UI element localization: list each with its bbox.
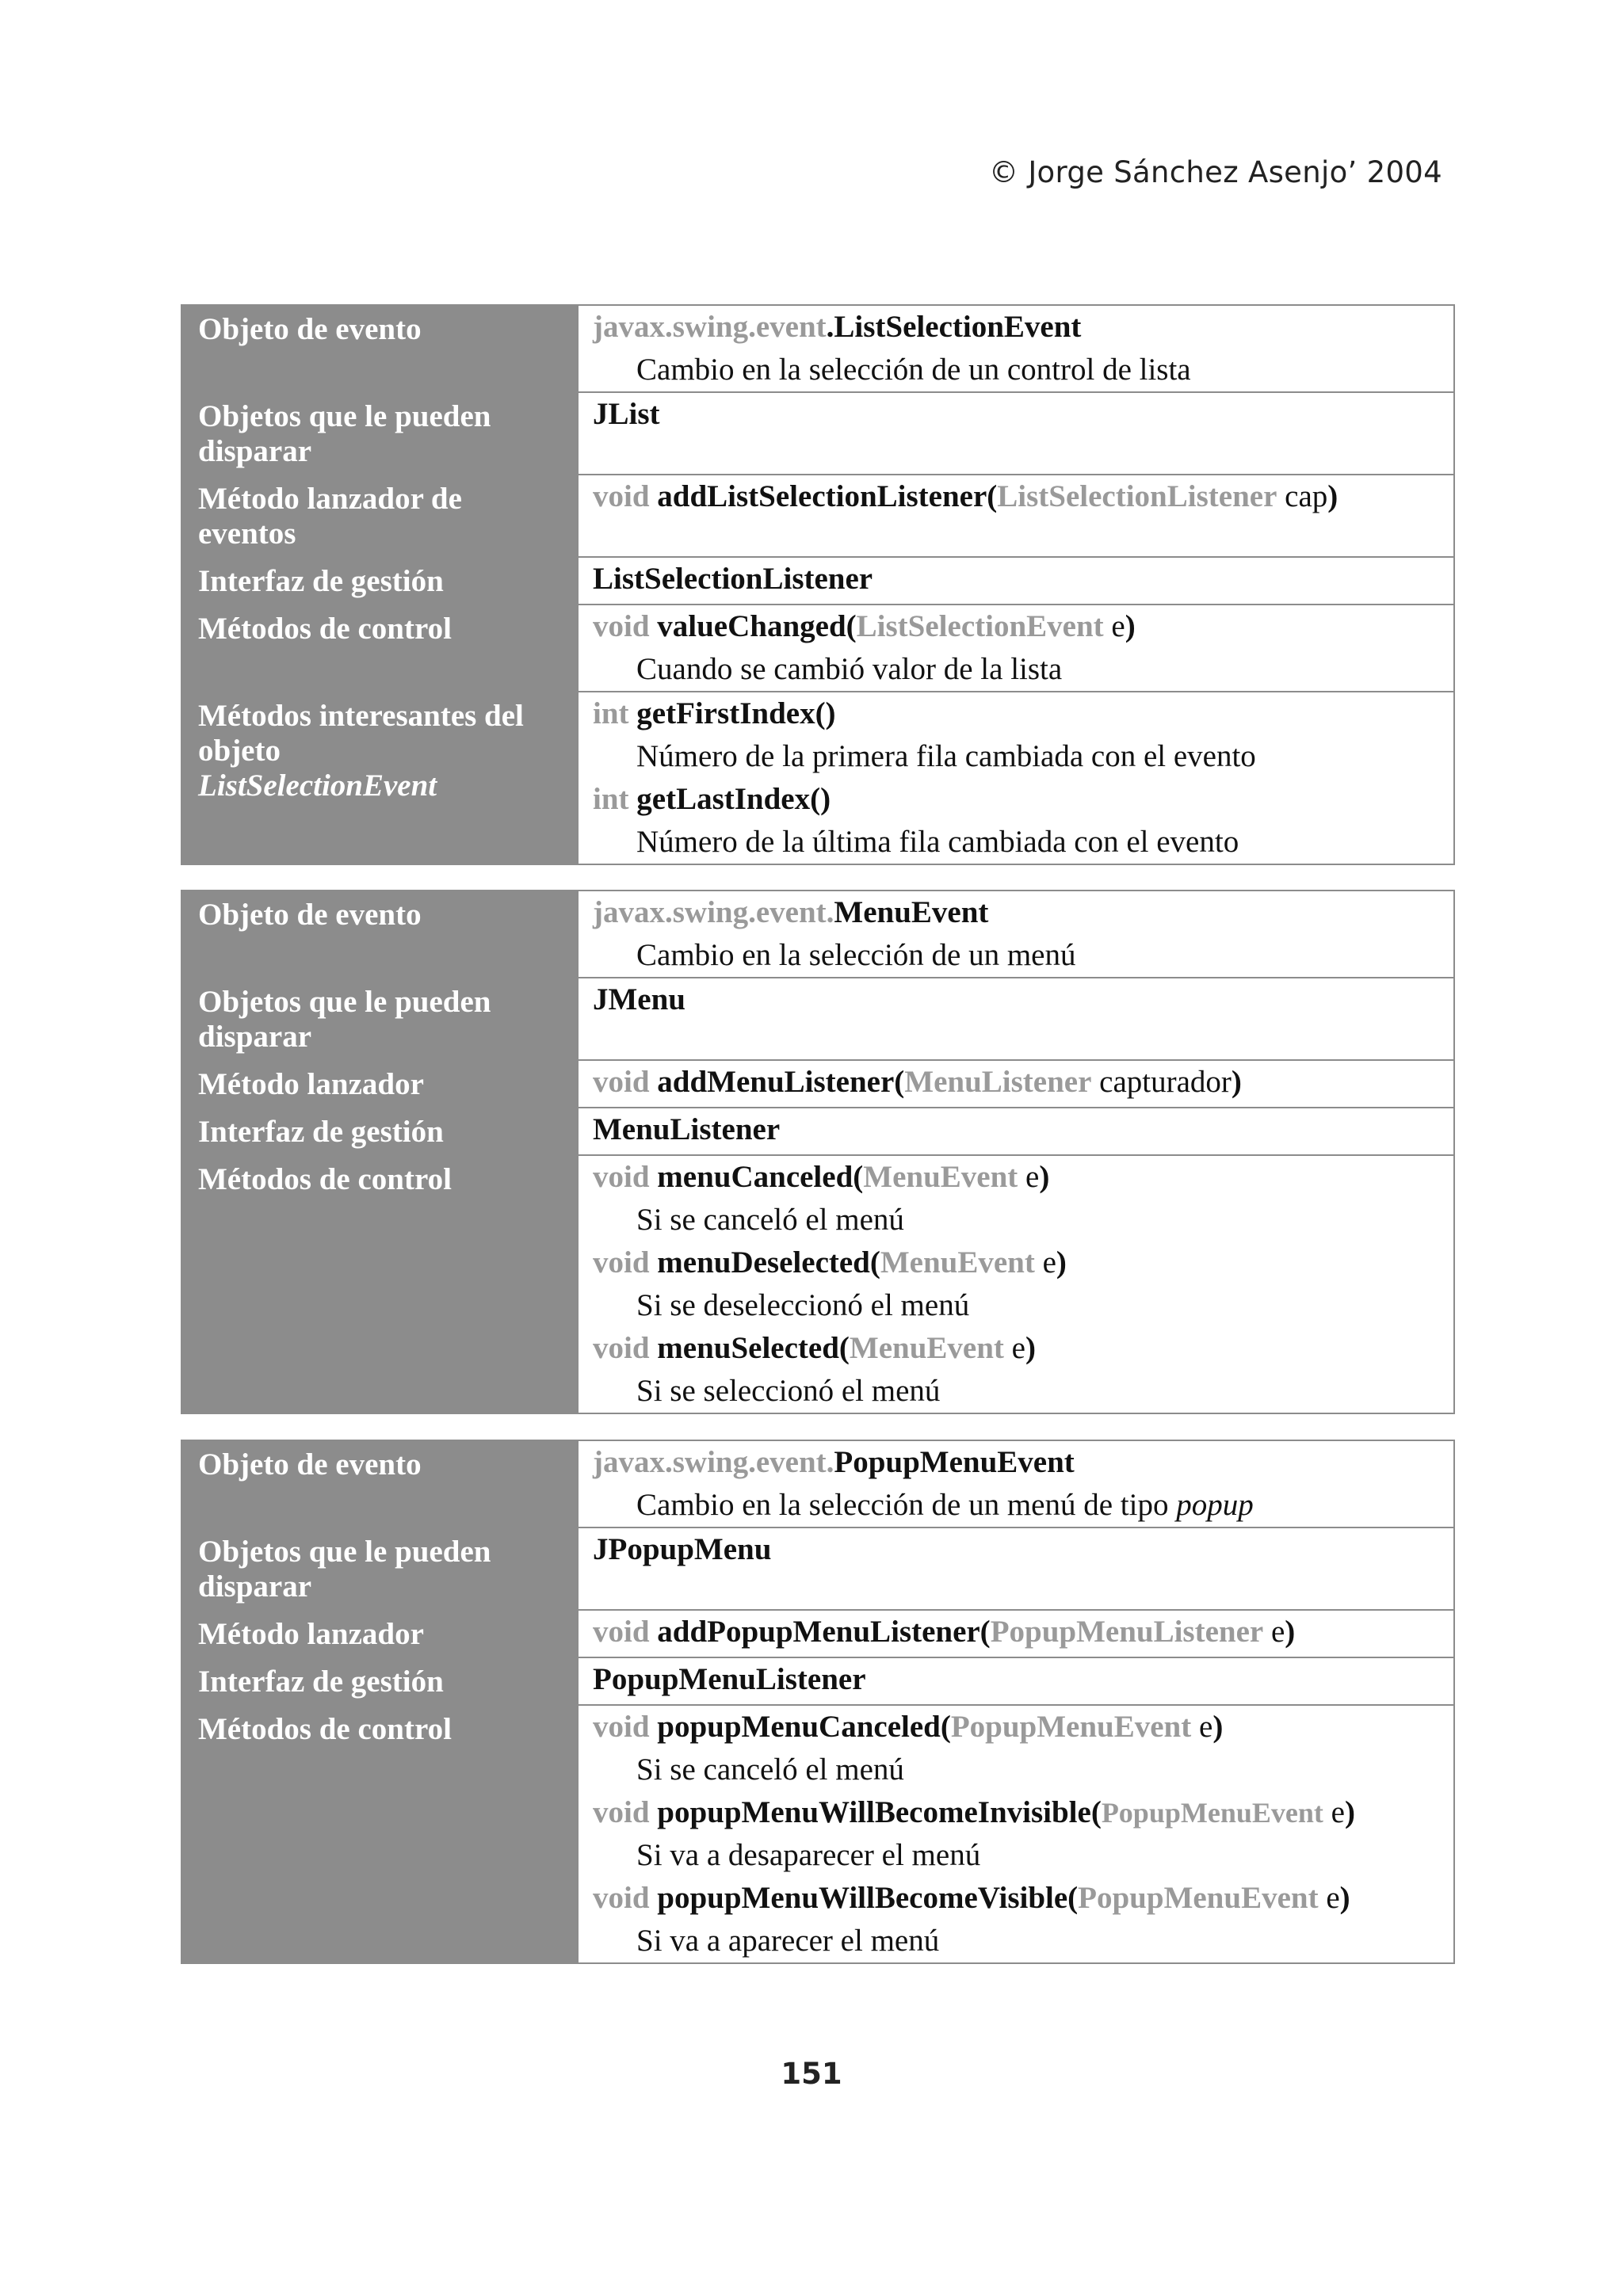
param-name: cap <box>1285 479 1328 513</box>
method-name: addListSelectionListener( <box>657 479 998 513</box>
method-description: Si se deseleccionó el menú <box>636 1288 970 1322</box>
return-type: void <box>593 1160 650 1194</box>
param-type: MenuEvent <box>849 1331 1004 1365</box>
row-label: Métodos de control <box>181 605 578 692</box>
sources-cell <box>578 1527 1454 1610</box>
row-label: Objeto de evento <box>181 1440 578 1527</box>
table-row <box>181 1610 1454 1657</box>
param-type: PopupMenuEvent <box>1078 1881 1319 1915</box>
table-row <box>181 978 1454 1060</box>
param-name: capturador <box>1099 1065 1232 1099</box>
return-type: void <box>593 1065 650 1099</box>
param-name: e <box>1331 1795 1345 1829</box>
method-name: menuSelected( <box>657 1331 850 1365</box>
row-label-object: ListSelectionEvent <box>198 769 437 803</box>
event-class-cell <box>578 305 1454 392</box>
class-name: PopupMenuEvent <box>834 1445 1075 1479</box>
page-number: 151 <box>781 2057 842 2091</box>
class-description: Cambio en la selección de un menú <box>636 938 1076 972</box>
method-description: Si se seleccionó el menú <box>636 1374 941 1408</box>
method-name: popupMenuCanceled( <box>657 1710 951 1744</box>
event-table-menu <box>181 890 1455 1414</box>
row-label: Interfaz de gestión <box>181 1108 578 1155</box>
method-close: ) <box>1285 1615 1296 1649</box>
return-type: void <box>593 1615 650 1649</box>
return-type: int <box>593 782 629 816</box>
param-type: PopupMenuEvent <box>1101 1797 1323 1829</box>
param-type: PopupMenuListener <box>990 1615 1264 1649</box>
table-row <box>181 392 1454 475</box>
method-name: popupMenuWillBecomeVisible( <box>657 1881 1079 1915</box>
row-label: Interfaz de gestión <box>181 1657 578 1705</box>
row-label: Métodos de control <box>181 1705 578 1963</box>
row-label: Objetos que le pueden disparar <box>181 392 578 475</box>
row-label: Método lanzador <box>181 1060 578 1108</box>
table-row <box>181 1060 1454 1108</box>
param-name: e <box>1111 609 1125 643</box>
method-close: ) <box>1056 1245 1067 1280</box>
table-row <box>181 1657 1454 1705</box>
return-type: int <box>593 696 629 730</box>
method-close: ) <box>1344 1795 1355 1829</box>
interface-cell <box>578 1108 1454 1155</box>
method-close: ) <box>1327 479 1338 513</box>
row-label <box>181 692 578 864</box>
class-name: .ListSelectionEvent <box>826 310 1082 344</box>
class-name: MenuEvent <box>834 895 989 929</box>
interface-name: MenuListener <box>593 1112 781 1146</box>
table-row <box>181 1155 1454 1413</box>
param-name: e <box>1011 1331 1025 1365</box>
row-label: Objetos que le pueden disparar <box>181 1527 578 1610</box>
method-description: Si se canceló el menú <box>636 1753 904 1787</box>
class-description-emphasis: popup <box>1176 1488 1254 1522</box>
sources-cell <box>578 392 1454 475</box>
method-description: Número de la última fila cambiada con el evento <box>636 825 1239 859</box>
table-row <box>181 557 1454 605</box>
return-type: void <box>593 1795 650 1829</box>
launcher-cell <box>578 475 1454 557</box>
method-close: ) <box>1125 609 1136 643</box>
class-description: Cambio en la selección de un control de lista <box>636 353 1191 387</box>
table-row <box>181 1440 1454 1527</box>
method-close: ) <box>1339 1881 1350 1915</box>
interface-name: ListSelectionListener <box>593 562 873 596</box>
method-description: Número de la primera fila cambiada con el evento <box>636 739 1256 773</box>
param-name: e <box>1326 1881 1340 1915</box>
return-type: void <box>593 609 650 643</box>
return-type: void <box>593 1245 650 1280</box>
class-description-text: Cambio en la selección de un menú de tipo <box>636 1488 1177 1522</box>
launcher-cell <box>578 1610 1454 1657</box>
method-name: addPopupMenuListener( <box>657 1615 991 1649</box>
sources-cell <box>578 978 1454 1060</box>
row-label: Método lanzador de eventos <box>181 475 578 557</box>
param-name: e <box>1042 1245 1056 1280</box>
method-name: menuCanceled( <box>657 1160 864 1194</box>
table-row <box>181 605 1454 692</box>
method-description: Si va a aparecer el menú <box>636 1924 940 1958</box>
method-name: menuDeselected( <box>657 1245 880 1280</box>
row-label-text: Métodos interesantes del objeto <box>198 699 524 768</box>
source-component: JPopupMenu <box>593 1532 772 1566</box>
method-description: Si va a desaparecer el menú <box>636 1838 981 1872</box>
control-methods-cell <box>578 1705 1454 1963</box>
event-class-cell <box>578 1440 1454 1527</box>
interface-name: PopupMenuListener <box>593 1662 866 1696</box>
source-component: JList <box>593 397 660 431</box>
control-methods-cell <box>578 605 1454 692</box>
package-name: javax.swing.event. <box>593 895 834 929</box>
event-table-list-selection <box>181 304 1455 865</box>
source-component: JMenu <box>593 982 685 1016</box>
method-name: getFirstIndex() <box>636 696 836 730</box>
return-type: void <box>593 1331 650 1365</box>
row-label: Objeto de evento <box>181 891 578 978</box>
table-row <box>181 692 1454 864</box>
table-row <box>181 1108 1454 1155</box>
return-type: void <box>593 479 650 513</box>
method-name: valueChanged( <box>657 609 857 643</box>
param-type: MenuEvent <box>863 1160 1018 1194</box>
method-close: ) <box>1231 1065 1242 1099</box>
event-table-popup-menu <box>181 1440 1455 1964</box>
param-name: e <box>1270 1615 1285 1649</box>
table-row <box>181 1527 1454 1610</box>
method-name: addMenuListener( <box>657 1065 905 1099</box>
row-label: Objeto de evento <box>181 305 578 392</box>
row-label: Método lanzador <box>181 1610 578 1657</box>
interesting-methods-cell <box>578 692 1454 864</box>
class-description <box>593 1484 1439 1527</box>
row-label: Objetos que le pueden disparar <box>181 978 578 1060</box>
param-name: e <box>1199 1710 1213 1744</box>
method-description: Cuando se cambió valor de la lista <box>636 652 1063 686</box>
return-type: void <box>593 1710 650 1744</box>
method-description: Si se canceló el menú <box>636 1203 904 1237</box>
launcher-cell <box>578 1060 1454 1108</box>
return-type: void <box>593 1881 650 1915</box>
package-name: javax.swing.event <box>593 310 827 344</box>
param-type: ListSelectionEvent <box>856 609 1104 643</box>
table-row <box>181 305 1454 392</box>
row-label: Métodos de control <box>181 1155 578 1413</box>
interface-cell <box>578 557 1454 605</box>
interface-cell <box>578 1657 1454 1705</box>
param-name: e <box>1025 1160 1040 1194</box>
method-close: ) <box>1039 1160 1050 1194</box>
method-name: popupMenuWillBecomeInvisible( <box>657 1795 1102 1829</box>
method-close: ) <box>1025 1331 1036 1365</box>
method-close: ) <box>1212 1710 1224 1744</box>
param-type: MenuListener <box>904 1065 1092 1099</box>
method-name: getLastIndex() <box>636 782 831 816</box>
param-type: ListSelectionListener <box>997 479 1277 513</box>
table-row <box>181 1705 1454 1963</box>
row-label: Interfaz de gestión <box>181 557 578 605</box>
package-name: javax.swing.event. <box>593 1445 834 1479</box>
param-type: PopupMenuEvent <box>950 1710 1192 1744</box>
control-methods-cell <box>578 1155 1454 1413</box>
param-type: MenuEvent <box>880 1245 1035 1280</box>
event-class-cell <box>578 891 1454 978</box>
table-row <box>181 475 1454 557</box>
table-row <box>181 891 1454 978</box>
page-header-copyright: © Jorge Sánchez Asenjo’ 2004 <box>988 155 1442 189</box>
